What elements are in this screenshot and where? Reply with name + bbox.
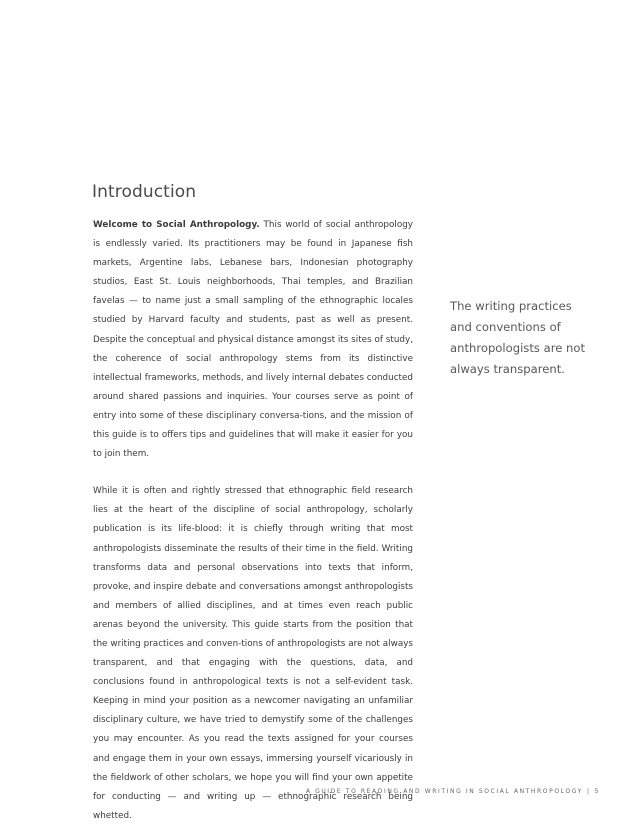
intro-lead-sentence: Welcome to Social Anthropology. — [93, 220, 260, 230]
pull-quote: The writing practices and conventions of anthropologists are not always transparent. — [450, 299, 586, 376]
section-heading: Introduction — [92, 182, 197, 202]
running-title: A GUIDE TO READING AND WRITING IN SOCIAL ANTHROPOLOGY — [305, 788, 583, 795]
page-number: 5 — [594, 788, 600, 795]
page-footer — [306, 788, 600, 795]
intro-paragraph-1-text: This world of social anthropology is endlessly varied. Its practitioners may be found in Japanese fish markets, Argentine labs, Lebanese bars, Indonesian photography studios, East St. Louis neighborhoods, Thai temples, and Brazilian favelas — to name just a small sampling of the ethnographic locales studied by Harvard faculty and students, past as well as present. Despite the conceptual and physical distance amongst its sites of study, the coherence of social anthropology stems from its distinctive intellectual frameworks, methods, and lively internal debates conducted around shared passions and inquiries. Your courses serve as point of entry into some of these disciplinary conversa-tions, and the mission of this guide is to offers tips and guidelines that will make it easier for you to join them. — [93, 220, 413, 460]
main-text-column — [93, 216, 413, 826]
footer-separator: | — [586, 788, 591, 795]
intro-paragraph-1 — [93, 216, 413, 464]
intro-paragraph-2: While it is often and rightly stressed that ethnographic field research lies at the heart of the discipline of social anthropology, scholarly publication is its life-blood: it is chiefly through writing that most anthropologists disseminate the results of their time in the field. Writing transforms data and personal observations into texts that inform, provoke, and inspire debate and conversations amongst anthropologists and members of allied disciplines, and at times even reach public arenas beyond the university. This guide starts from the position that the writing practices and conven-tions of anthropologists are not always transparent, and that engaging with the questions, data, and conclusions found in anthropological texts is not a self-evident task. Keeping in mind your position as a newcomer navigating an unfamiliar disciplinary culture, we have tried to demystify some of the challenges you may encounter. As you read the texts assigned for your courses and engage them in your own essays, immersing yourself vicariously in the fieldwork of other scholars, we hope you will find your own appetite for conducting — and writing up — ethnographic research being whetted. — [93, 486, 413, 821]
